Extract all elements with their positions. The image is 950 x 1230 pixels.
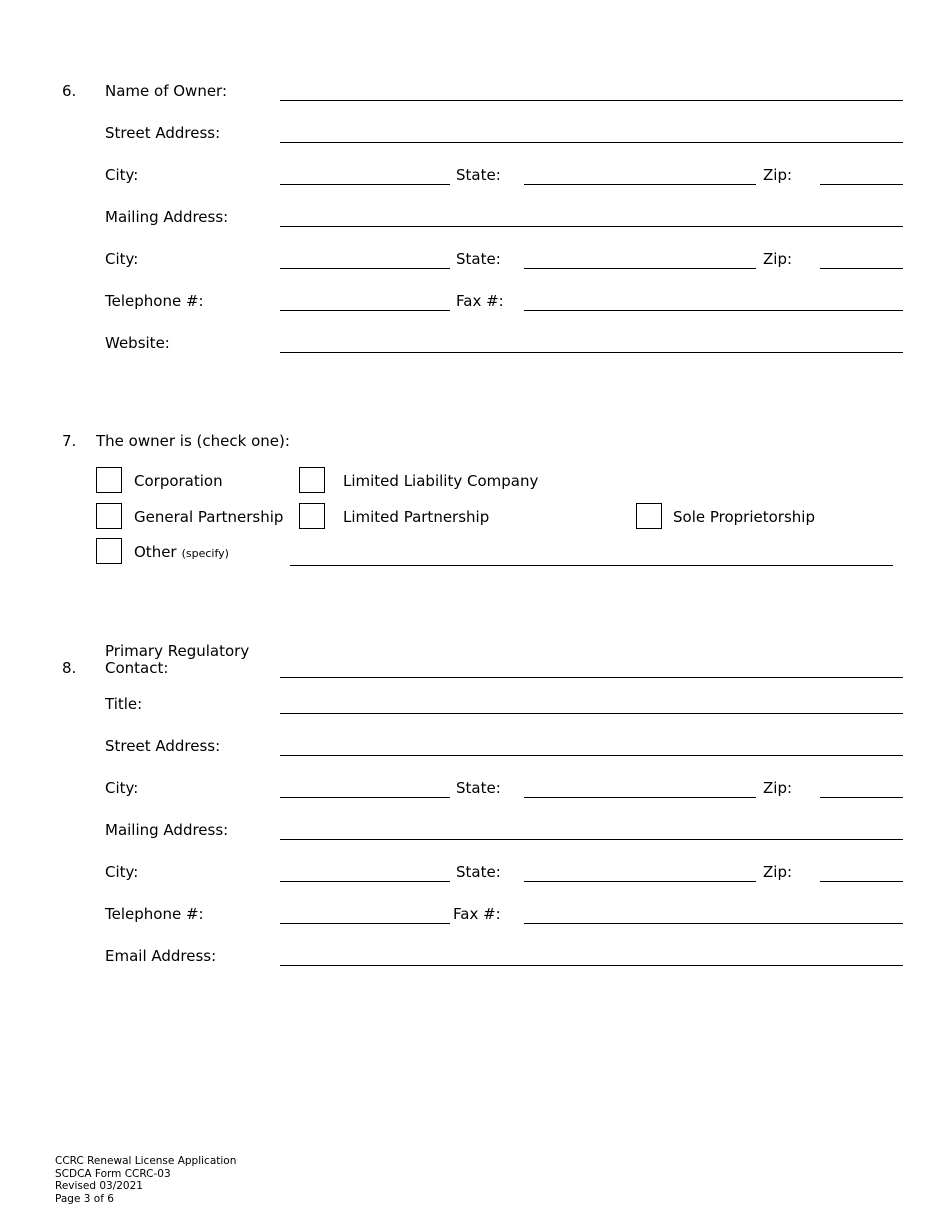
input-other-specify[interactable] <box>290 565 893 566</box>
label-owner-mailing-city: City: <box>105 250 139 268</box>
input-contact-mailing-address[interactable] <box>280 839 903 840</box>
input-owner-city[interactable] <box>280 184 450 185</box>
label-owner-mailing-zip: Zip: <box>763 250 793 268</box>
checkbox-limited-liability-company[interactable] <box>299 467 325 493</box>
input-contact-state[interactable] <box>524 797 756 798</box>
input-contact-mailing-zip[interactable] <box>820 881 903 882</box>
checkbox-sole-proprietorship[interactable] <box>636 503 662 529</box>
label-general-partnership: General Partnership <box>134 508 284 526</box>
input-owner-mailing-zip[interactable] <box>820 268 903 269</box>
input-owner-zip[interactable] <box>820 184 903 185</box>
label-corporation: Corporation <box>134 472 223 490</box>
input-contact-mailing-city[interactable] <box>280 881 450 882</box>
label-limited-partnership: Limited Partnership <box>343 508 490 526</box>
input-owner-street-address[interactable] <box>280 142 903 143</box>
footer-line-revision-date: Revised 03/2021 <box>55 1180 143 1192</box>
label-owner-street-address: Street Address: <box>105 124 221 142</box>
footer-line-application-name: CCRC Renewal License Application <box>55 1155 237 1167</box>
label-other-specify-note: (specify) <box>181 547 229 560</box>
label-sole-proprietorship: Sole Proprietorship <box>673 508 815 526</box>
checkbox-general-partnership[interactable] <box>96 503 122 529</box>
label-other <box>134 543 229 563</box>
label-primary-regulatory-contact-line1: Primary Regulatory <box>105 642 250 660</box>
footer-line-page-number: Page 3 of 6 <box>55 1192 114 1205</box>
footer-line-form-number: SCDCA Form CCRC-03 <box>55 1167 171 1180</box>
label-owner-mailing-state: State: <box>456 250 501 268</box>
label-owner-telephone: Telephone #: <box>105 292 204 310</box>
label-contact-street-address: Street Address: <box>105 737 221 755</box>
label-contact-email-address: Email Address: <box>105 947 217 965</box>
label-owner-fax: Fax #: <box>456 292 504 310</box>
checkbox-limited-partnership[interactable] <box>299 503 325 529</box>
input-owner-website[interactable] <box>280 352 903 353</box>
input-contact-telephone[interactable] <box>280 923 450 924</box>
section-8-number: 8. <box>62 659 77 677</box>
label-contact-mailing-city: City: <box>105 863 139 881</box>
input-contact-title[interactable] <box>280 713 903 714</box>
label-contact-telephone: Telephone #: <box>105 905 204 923</box>
section-7-heading: The owner is (check one): <box>96 432 290 450</box>
input-contact-fax[interactable] <box>524 923 903 924</box>
label-limited-liability-company: Limited Liability Company <box>343 472 539 490</box>
input-owner-state[interactable] <box>524 184 756 185</box>
label-contact-title: Title: <box>105 695 143 713</box>
input-owner-mailing-state[interactable] <box>524 268 756 269</box>
input-contact-street-address[interactable] <box>280 755 903 756</box>
input-owner-mailing-city[interactable] <box>280 268 450 269</box>
label-contact-fax: Fax #: <box>453 905 501 923</box>
checkbox-corporation[interactable] <box>96 467 122 493</box>
label-contact-mailing-state: State: <box>456 863 501 881</box>
input-contact-email-address[interactable] <box>280 965 903 966</box>
section-7-number: 7. <box>62 432 77 450</box>
label-owner-city: City: <box>105 166 139 184</box>
label-contact-mailing-zip: Zip: <box>763 863 793 881</box>
label-owner-state: State: <box>456 166 501 184</box>
label-other-text: Other <box>134 543 177 561</box>
page-footer <box>55 1155 236 1205</box>
input-contact-mailing-state[interactable] <box>524 881 756 882</box>
input-contact-city[interactable] <box>280 797 450 798</box>
label-contact-state: State: <box>456 779 501 797</box>
label-owner-zip: Zip: <box>763 166 793 184</box>
label-contact-mailing-address: Mailing Address: <box>105 821 229 839</box>
label-primary-regulatory-contact-line2: Contact: <box>105 659 169 677</box>
input-primary-regulatory-contact[interactable] <box>280 677 903 678</box>
input-contact-zip[interactable] <box>820 797 903 798</box>
input-owner-telephone[interactable] <box>280 310 450 311</box>
input-name-of-owner[interactable] <box>280 100 903 101</box>
label-owner-mailing-address: Mailing Address: <box>105 208 229 226</box>
label-name-of-owner: Name of Owner: <box>105 82 228 100</box>
label-owner-website: Website: <box>105 334 170 352</box>
section-6-number: 6. <box>62 82 77 100</box>
label-contact-city: City: <box>105 779 139 797</box>
checkbox-other[interactable] <box>96 538 122 564</box>
label-contact-zip: Zip: <box>763 779 793 797</box>
input-owner-mailing-address[interactable] <box>280 226 903 227</box>
input-owner-fax[interactable] <box>524 310 903 311</box>
